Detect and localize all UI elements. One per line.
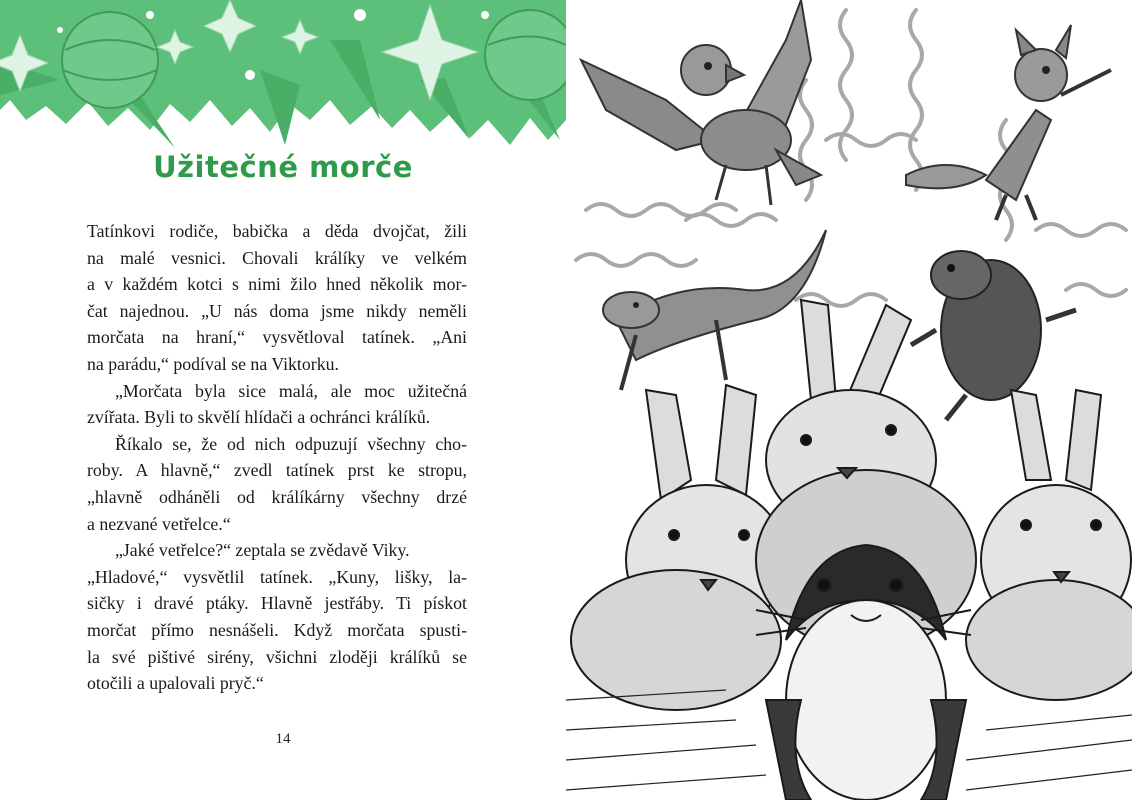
text-line: na parádu,“ podíval se na Viktorku.	[87, 353, 339, 374]
page-number: 14	[275, 731, 291, 747]
ornament-ball-icon	[485, 10, 566, 100]
paragraph	[87, 431, 467, 537]
text-line: zvířata. Byli to skvělí hlídači a ochránci králíků.	[87, 407, 431, 428]
text-line: „hlavně odháněli od králíkárny všechny drzé	[87, 486, 467, 507]
rabbits-and-guinea-pig-illustration	[566, 0, 1132, 800]
text-line: Říkalo se, že od nich odpuzují všechny cho-	[115, 433, 467, 454]
text-line: „Morčata byla sice malá, ale moc užitečná	[115, 380, 467, 401]
text-line: otočili a upalovali pryč.“	[87, 673, 264, 694]
paragraph	[87, 218, 467, 378]
text-line: na malé vesnici. Chovali králíky ve velkém	[87, 247, 467, 268]
text-line: morčata na hraní,“ vysvětloval tatínek. „Ani	[87, 327, 467, 348]
text-line: morčat přímo nesnášeli. Když morčata spusti-	[87, 619, 467, 640]
text-line: „Hladové,“ vysvětlil tatínek. „Kuny, lišky, la-	[87, 566, 467, 587]
ornament-ball-icon	[62, 12, 158, 108]
text-line: a v každém kotci s nimi žilo hned několik mor-	[87, 274, 467, 295]
text-line: la své pištivé sirény, všichni zloději králíků se	[87, 646, 467, 667]
paragraph	[87, 537, 467, 697]
text-line: „Jaké vetřelce?“ zeptala se zvědavě Viky.	[115, 540, 410, 561]
text-line: sičky i dravé ptáky. Hlavně jestřáby. Ti pískot	[87, 593, 467, 614]
text-line: roby. A hlavně,“ zvedl tatínek prst ke stropu,	[87, 460, 467, 481]
text-line: a nezvané vetřelce.“	[87, 513, 231, 534]
chapter-title: Užitečné morče	[153, 150, 413, 184]
right-page	[566, 0, 1132, 800]
story-text	[87, 218, 467, 697]
paragraph	[87, 378, 467, 431]
christmas-header-decoration	[0, 0, 566, 150]
text-line: čat najednou. „U nás doma jsme nikdy neměli	[87, 300, 467, 321]
text-line: Tatínkovi rodiče, babička a děda dvojčat, žili	[87, 221, 467, 241]
